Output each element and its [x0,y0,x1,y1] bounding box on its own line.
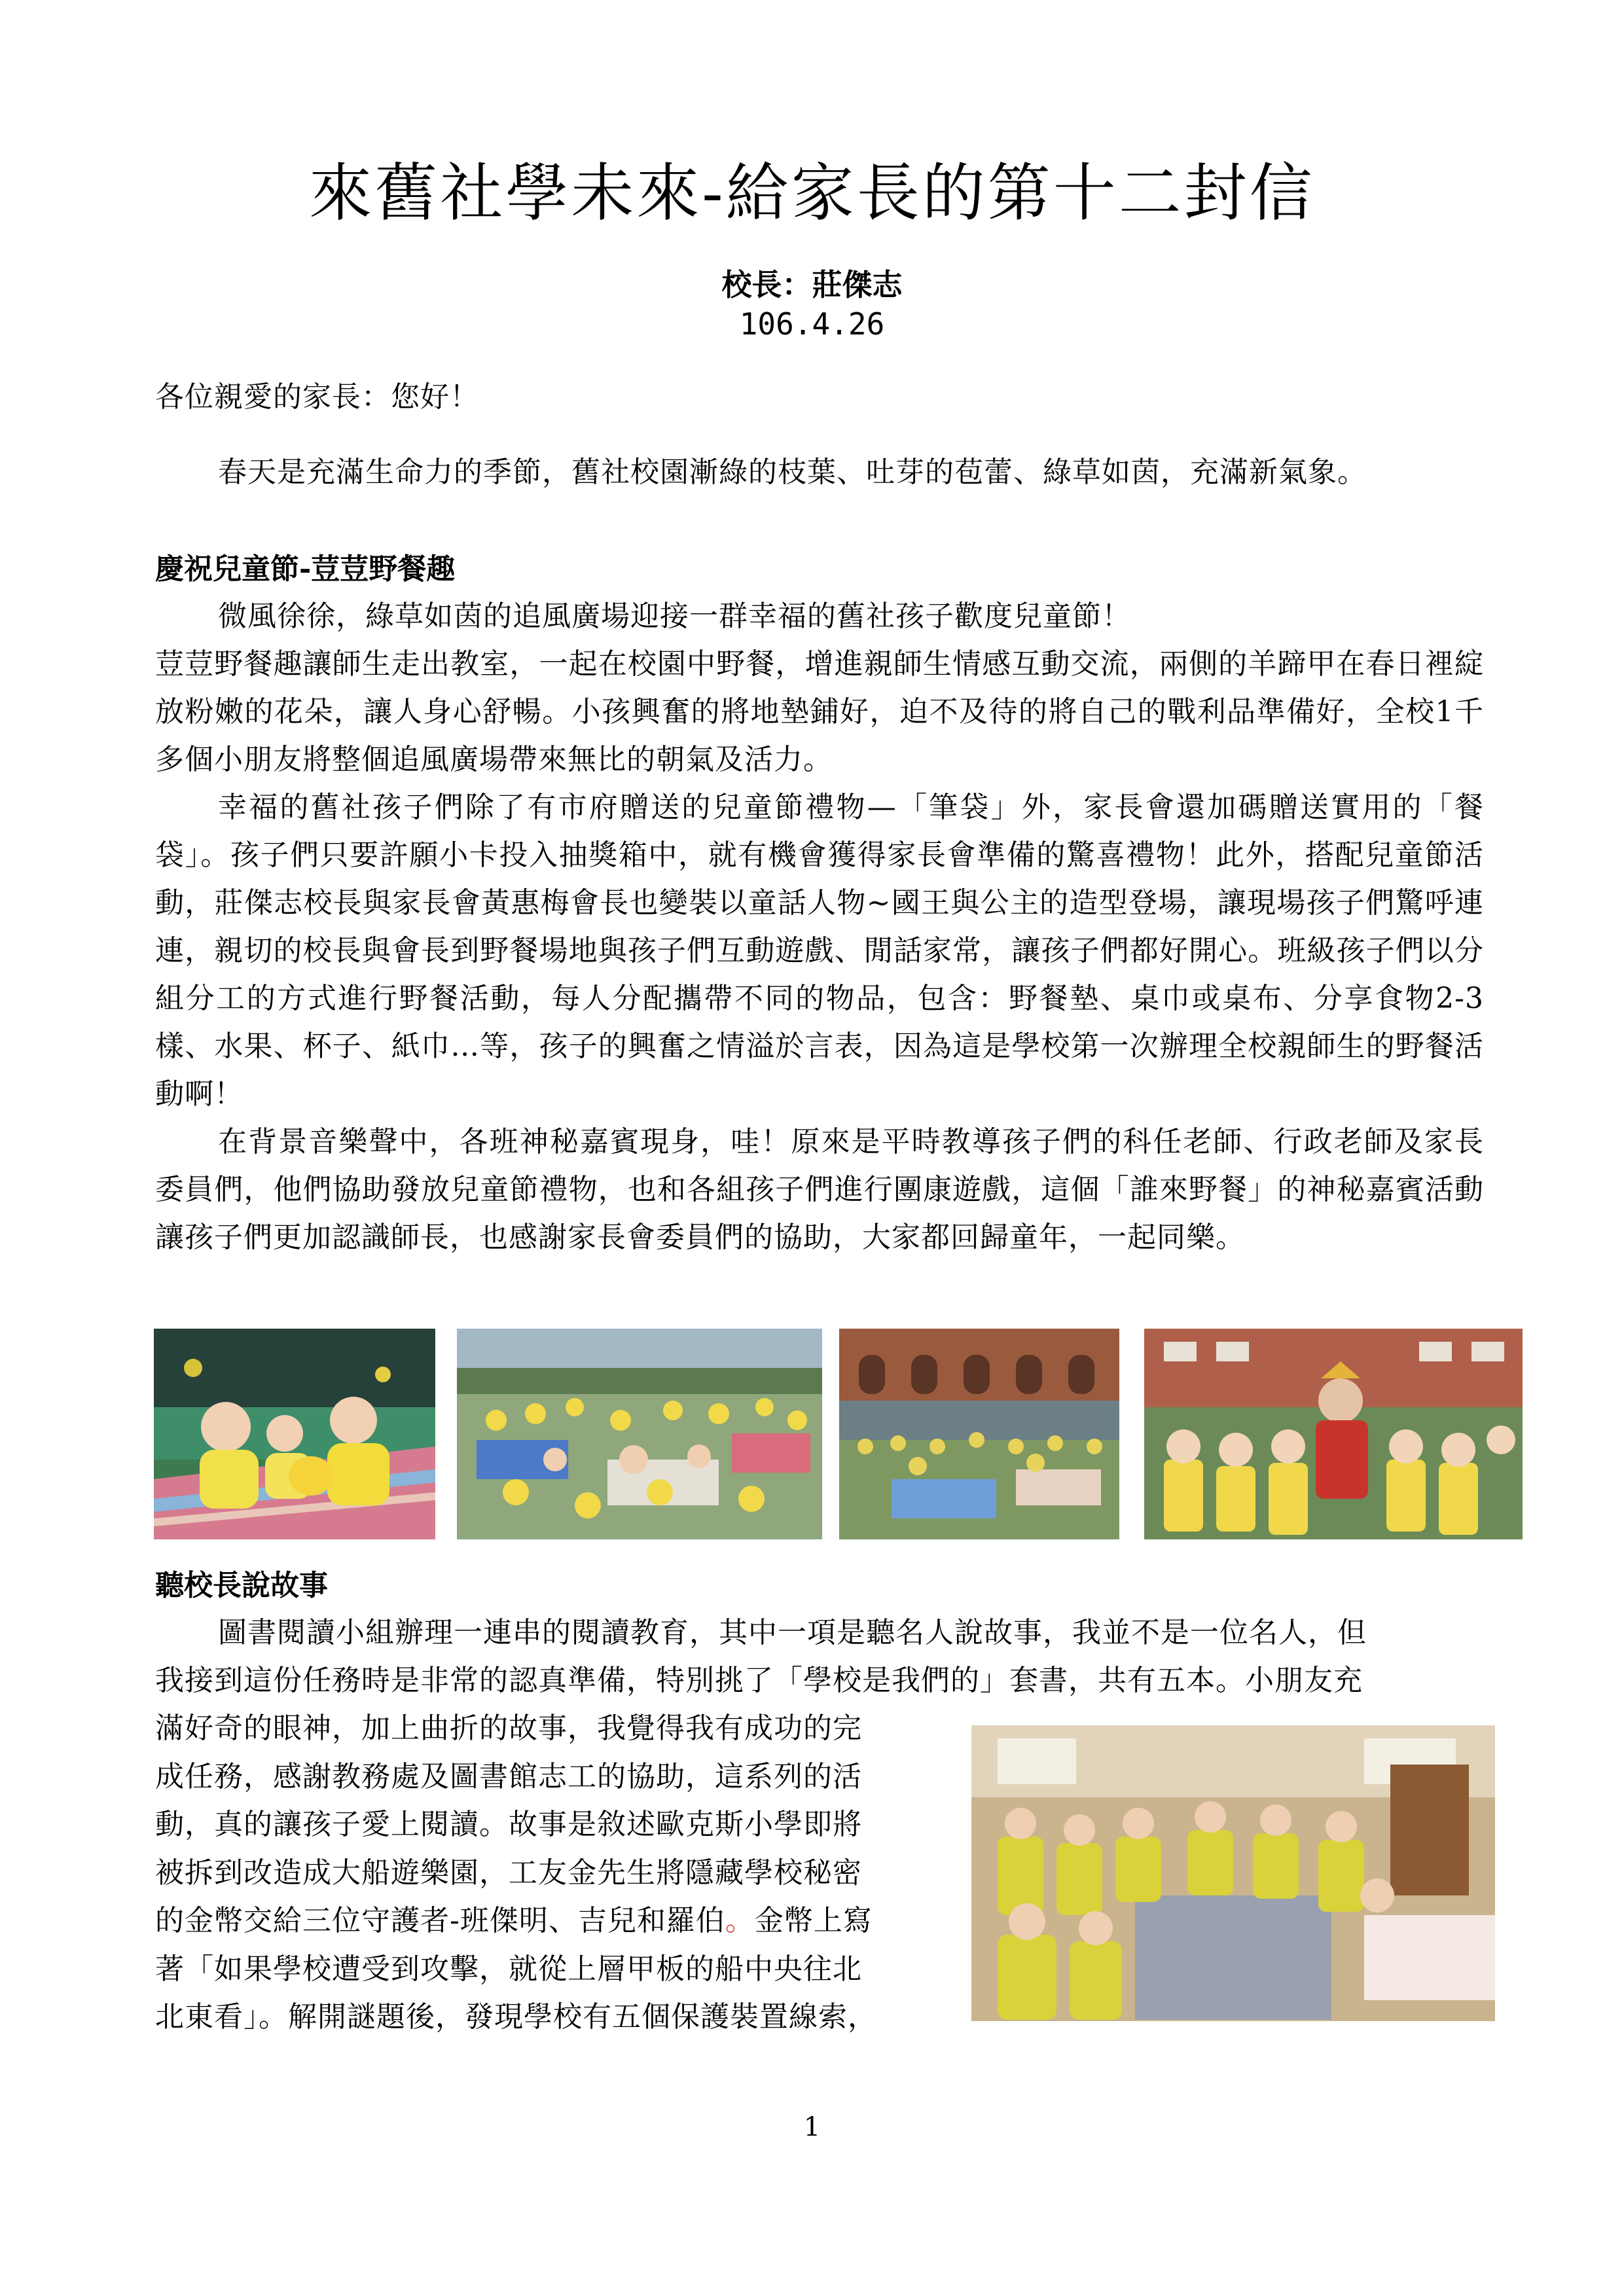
childrens-day-body [155,592,1484,1261]
paragraph: 在背景音樂聲中，各班神秘嘉賓現身，哇！原來是平時教導孩子們的科任老師、行政老師及家長委員們，他們協助發放兒童節禮物，也和各組孩子們進行團康遊戲，這個「誰來野餐」的神秘嘉賓活動讓孩子們更加認識師長，也感謝家長會委員們的協助，大家都回歸童年，一起同樂。 [155,1125,1484,1254]
text-line: 北東看」。解開謎題後，發現學校有五個保護裝置線索， [155,2000,877,2034]
section-heading-storytelling: 聽校長說故事 [155,1569,328,1602]
intro-paragraph: 春天是充滿生命力的季節，舊社校園漸綠的枝葉、吐芽的苞蕾、綠草如茵，充滿新氣象。 [218,456,1367,489]
text-line: 被拆到改造成大船遊樂園，工友金先生將隱藏學校秘密 [155,1856,862,1890]
text-line: 著「如果學校遭受到攻擊，就從上層甲板的船中央往北 [155,1952,862,1986]
letter-date: 106.4.26 [739,306,885,342]
storytelling-photo [971,1725,1495,2021]
storytelling-line: 圖書閱讀小組辦理一連串的閱讀教育，其中一項是聽名人說故事，我並不是一位名人，但 [218,1616,1367,1649]
photo-image [1144,1329,1523,1539]
text-line: 成任務，感謝教務處及圖書館志工的協助，這系列的活 [155,1759,862,1793]
letter-title: 來舊社學未來-給家長的第十二封信 [309,156,1315,230]
picnic-photo-3 [839,1329,1119,1539]
text-span: 金幣上寫 [754,1904,873,1937]
storytelling-wrapped-text [155,1704,941,2041]
photo-image [839,1329,1119,1539]
text-line: 滿好奇的眼神，加上曲折的故事，我覺得我有成功的完 [155,1712,862,1745]
photo-image [457,1329,822,1539]
page-number: 1 [803,2112,821,2142]
section-heading-childrens-day: 慶祝兒童節-荳荳野餐趣 [155,552,456,586]
author-line: 校長：莊傑志 [721,267,903,302]
red-mark: 。 [725,1904,755,1937]
paragraph: 幸福的舊社孩子們除了有市府贈送的兒童節禮物—「筆袋」外，家長會還加碼贈送實用的「餐袋」。孩子們只要許願小卡投入抽獎箱中，就有機會獲得家長會準備的驚喜禮物！此外，搭配兒童節活動，莊傑志校長與家長會黃惠梅會長也變裝以童話人物~國王與公主的造型登場，讓現場孩子們驚呼連連，親切的校長與會長到野餐場地與孩子們互動遊戲、閒話家常，讓孩子們都好開心。班級孩子們以分組分工的方式進行野餐活動，每人分配攜帶不同的物品，包含：野餐墊、桌巾或桌布、分享食物2-3樣、水果、杯子、紙巾…等，孩子的興奮之情溢於言表，因為這是學校第一次辦理全校親師生的野餐活動啊！ [155,791,1484,1111]
storytelling-line: 我接到這份任務時是非常的認真準備，特別挑了「學校是我們的」套書，共有五本。小朋友充 [155,1664,1363,1697]
picnic-photo-4 [1144,1329,1523,1539]
greeting: 各位親愛的家長：您好！ [155,380,479,414]
picnic-photo-2 [457,1329,822,1539]
text-line [155,1897,941,1945]
paragraph: 微風徐徐，綠草如茵的追風廣場迎接一群幸福的舊社孩子歡度兒童節！ [218,600,1131,633]
paragraph: 荳荳野餐趣讓師生走出教室，一起在校園中野餐，增進親師生情感互動交流，兩側的羊蹄甲在春日裡綻放粉嫩的花朵，讓人身心舒暢。小孩興奮的將地墊鋪好，迫不及待的將自己的戰利品準備好，全校1千多個小朋友將整個追風廣場帶來無比的朝氣及活力。 [155,647,1484,776]
photo-image [971,1725,1495,2021]
text-span: 的金幣交給三位守護者-班傑明、吉兒和羅伯 [155,1904,725,1937]
photo-image [154,1329,435,1539]
picnic-photo-1 [154,1329,435,1539]
text-line: 動，真的讓孩子愛上閱讀。故事是敘述歐克斯小學即將 [155,1808,862,1841]
